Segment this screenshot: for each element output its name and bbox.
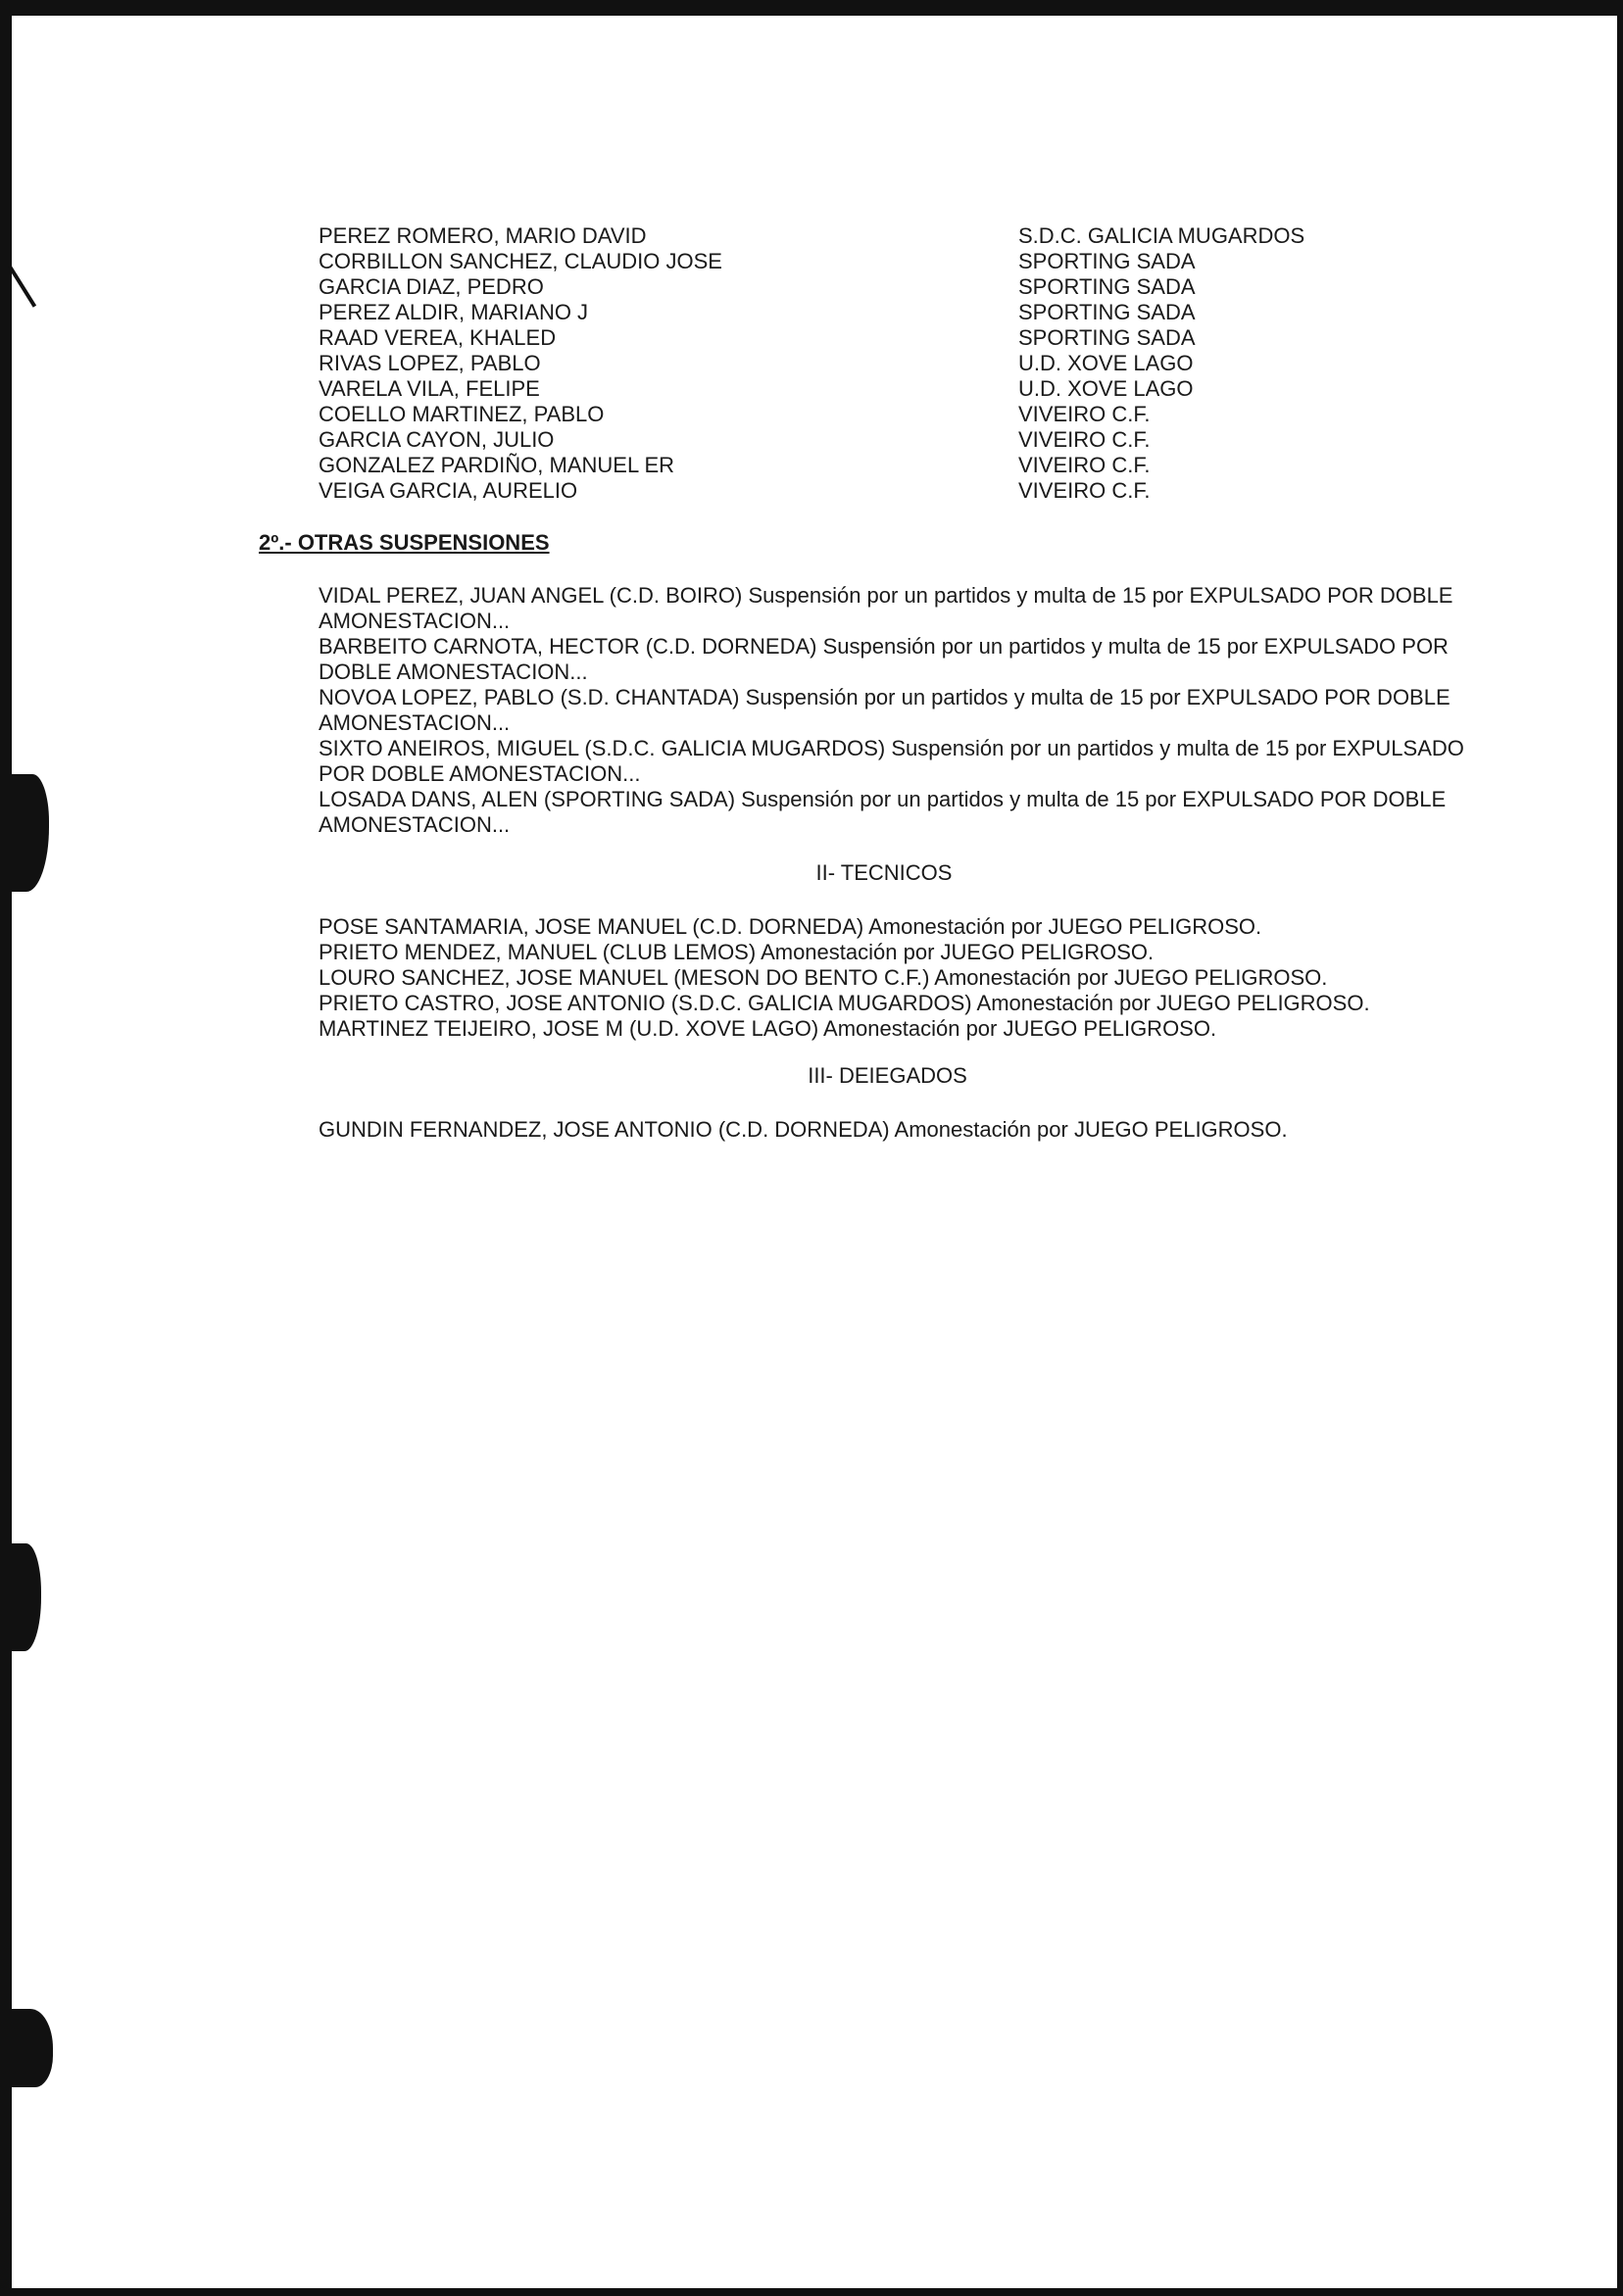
section-title-text: II- TECNICOS [815,860,953,885]
list-item [319,274,1495,300]
list-item [319,325,1495,351]
player-name: GARCIA CAYON, JULIO [319,427,555,452]
list-item [319,376,1495,402]
tecnicos-list [319,914,1544,1042]
player-name: RAAD VEREA, KHALED [319,325,557,350]
player-name: PEREZ ROMERO, MARIO DAVID [319,223,647,248]
player-name: GONZALEZ PARDIÑO, MANUEL ER [319,453,675,477]
list-item: BARBEITO CARNOTA, HECTOR (C.D. DORNEDA) Suspensión por un partidos y multa de 15 por EXPULSADO POR DOBLE AMONESTACION... [319,634,1449,684]
list-item: LOSADA DANS, ALEN (SPORTING SADA) Suspensión por un partidos y multa de 15 por EXPULSADO POR DOBLE AMONESTACION... [319,787,1447,837]
section-title-otras-suspensiones: 2º.- OTRAS SUSPENSIONES [259,530,550,555]
section-title-text: III- DEIEGADOS [808,1063,967,1088]
otras-suspensiones-list [319,583,1495,838]
list-item [319,453,1495,478]
player-club: VIVEIRO C.F. [1018,453,1151,477]
player-club: SPORTING SADA [1018,274,1196,299]
player-club: VIVEIRO C.F. [1018,427,1151,452]
player-club: S.D.C. GALICIA MUGARDOS [1018,223,1305,248]
player-name: COELLO MARTINEZ, PABLO [319,402,605,426]
player-club: SPORTING SADA [1018,325,1196,350]
list-item [319,402,1495,427]
list-item: POSE SANTAMARIA, JOSE MANUEL (C.D. DORNEDA) Amonestación por JUEGO PELIGROSO. [319,914,1262,939]
section-title-tecnicos [0,860,1623,886]
delegados-list [319,1117,1544,1143]
list-item: PRIETO MENDEZ, MANUEL (CLUB LEMOS) Amonestación por JUEGO PELIGROSO. [319,940,1155,964]
section-title-delegados [0,1063,1623,1089]
list-item [319,249,1495,274]
player-club: VIVEIRO C.F. [1018,402,1151,426]
list-item: GUNDIN FERNANDEZ, JOSE ANTONIO (C.D. DORNEDA) Amonestación por JUEGO PELIGROSO. [319,1117,1288,1142]
list-item: NOVOA LOPEZ, PABLO (S.D. CHANTADA) Suspensión por un partidos y multa de 15 por EXPULSADO POR DOBLE AMONESTACION... [319,685,1451,735]
player-club: SPORTING SADA [1018,249,1196,273]
player-club: U.D. XOVE LAGO [1018,351,1194,375]
list-item: SIXTO ANEIROS, MIGUEL (S.D.C. GALICIA MUGARDOS) Suspensión por un partidos y multa de 15 por EXPULSADO POR DOBLE AMONESTACION... [319,736,1464,786]
player-name: VARELA VILA, FELIPE [319,376,540,401]
player-name: RIVAS LOPEZ, PABLO [319,351,541,375]
list-item: PRIETO CASTRO, JOSE ANTONIO (S.D.C. GALICIA MUGARDOS) Amonestación por JUEGO PELIGROSO. [319,991,1370,1015]
player-name: CORBILLON SANCHEZ, CLAUDIO JOSE [319,249,722,273]
player-club: U.D. XOVE LAGO [1018,376,1194,401]
list-item: VIDAL PEREZ, JUAN ANGEL (C.D. BOIRO) Suspensión por un partidos y multa de 15 por EXPULSADO POR DOBLE AMONESTACION... [319,583,1453,633]
player-suspension-list [319,223,1495,504]
list-item: LOURO SANCHEZ, JOSE MANUEL (MESON DO BENTO C.F.) Amonestación por JUEGO PELIGROSO. [319,965,1328,990]
player-name: PEREZ ALDIR, MARIANO J [319,300,589,324]
list-item [319,427,1495,453]
player-name: VEIGA GARCIA, AURELIO [319,478,578,503]
list-item [319,223,1495,249]
list-item [319,300,1495,325]
player-name: GARCIA DIAZ, PEDRO [319,274,544,299]
list-item [319,351,1495,376]
player-club: SPORTING SADA [1018,300,1196,324]
list-item [319,478,1495,504]
list-item: MARTINEZ TEIJEIRO, JOSE M (U.D. XOVE LAGO) Amonestación por JUEGO PELIGROSO. [319,1016,1217,1041]
player-club: VIVEIRO C.F. [1018,478,1151,503]
